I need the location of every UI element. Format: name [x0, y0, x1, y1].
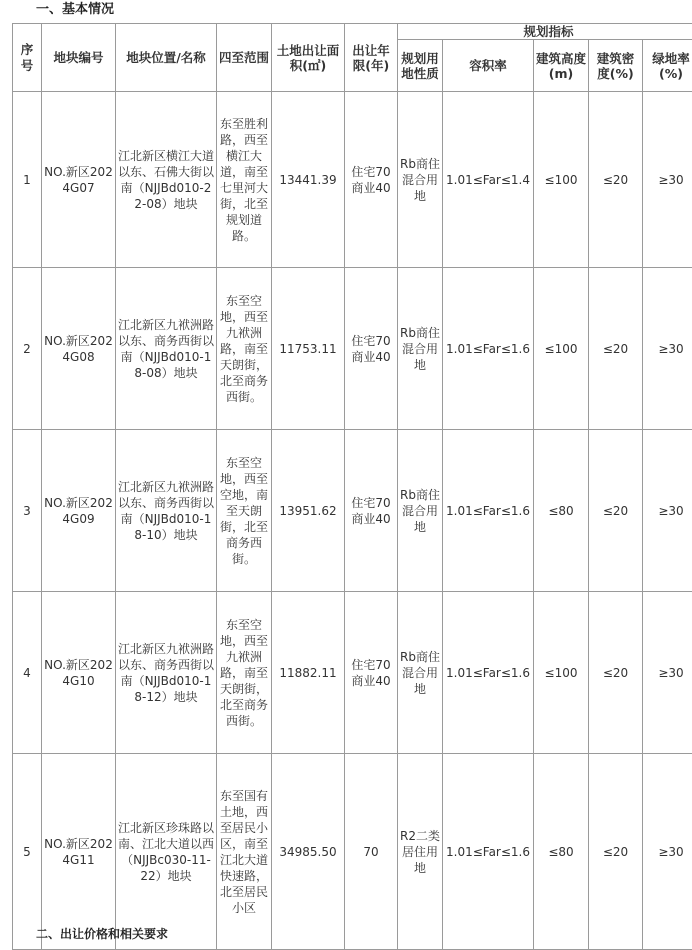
header-code: 地块编号: [42, 24, 116, 92]
header-height: 建筑高度(m): [534, 40, 589, 92]
cell-far: 1.01≤Far≤1.4: [443, 92, 534, 268]
cell-term: [345, 592, 398, 754]
header-use: 规划用地性质: [398, 40, 443, 92]
header-bounds: 四至范围: [217, 24, 272, 92]
cell-far: 1.01≤Far≤1.6: [443, 430, 534, 592]
cell-code: NO.新区2024G11: [42, 754, 116, 950]
cell-code: NO.新区2024G10: [42, 592, 116, 754]
cell-density: ≤20: [589, 430, 643, 592]
cell-term: [345, 430, 398, 592]
cell-location: 江北新区横江大道以东、石佛大街以南（NJJBd010-22-08）地块: [116, 92, 217, 268]
header-far: 容积率: [443, 40, 534, 92]
cell-use: R2二类居住用地: [398, 754, 443, 950]
cell-term-text: 住宅70 商业40: [347, 657, 395, 689]
cell-height: ≤100: [534, 592, 589, 754]
cell-bounds: 东至空地，西至九袱洲路，南至天朗街，北至商务西街。: [217, 268, 272, 430]
cell-bounds: 东至国有土地，西至居民小区，南至江北大道快速路，北至居民小区: [217, 754, 272, 950]
cell-index: 1: [13, 92, 42, 268]
cell-code: NO.新区2024G09: [42, 430, 116, 592]
table-header-row: [13, 24, 692, 40]
cell-far: 1.01≤Far≤1.6: [443, 754, 534, 950]
header-planning-group: 规划指标: [398, 24, 692, 40]
header-density: 建筑密度(%): [589, 40, 643, 92]
table-row: [13, 92, 692, 268]
cell-index: 5: [13, 754, 42, 950]
header-term: 出让年限(年): [345, 24, 398, 92]
cell-green: ≥30: [643, 754, 692, 950]
cell-green: ≥30: [643, 430, 692, 592]
cell-area: 11882.11: [272, 592, 345, 754]
cell-green: ≥30: [643, 92, 692, 268]
cell-density: ≤20: [589, 592, 643, 754]
cell-far: 1.01≤Far≤1.6: [443, 592, 534, 754]
cell-green: ≥30: [643, 592, 692, 754]
cell-term-text: 住宅70 商业40: [347, 164, 395, 196]
header-green: 绿地率(%): [643, 40, 692, 92]
header-index: 序号: [13, 24, 42, 92]
next-section-title: 二、出让价格和相关要求: [36, 927, 168, 941]
table-row: [13, 430, 692, 592]
cell-height: ≤100: [534, 268, 589, 430]
cell-area: 13441.39: [272, 92, 345, 268]
header-area: 土地出让面积(㎡): [272, 24, 345, 92]
cell-density: ≤20: [589, 754, 643, 950]
table-row: [13, 268, 692, 430]
cell-density: ≤20: [589, 268, 643, 430]
cell-height: ≤100: [534, 92, 589, 268]
cell-index: 4: [13, 592, 42, 754]
table-row: [13, 754, 692, 950]
cell-term: [345, 268, 398, 430]
cell-area: 13951.62: [272, 430, 345, 592]
cell-use: Rb商住混合用地: [398, 592, 443, 754]
cell-use: Rb商住混合用地: [398, 268, 443, 430]
cell-green: ≥30: [643, 268, 692, 430]
cell-use: Rb商住混合用地: [398, 430, 443, 592]
cell-location: 江北新区九袱洲路以东、商务西街以南（NJJBd010-18-10）地块: [116, 430, 217, 592]
cell-bounds: 东至空地，西至九袱洲路，南至天朗街，北至商务西街。: [217, 592, 272, 754]
cell-area: 11753.11: [272, 268, 345, 430]
cell-height: ≤80: [534, 430, 589, 592]
cell-code: NO.新区2024G07: [42, 92, 116, 268]
cell-index: 2: [13, 268, 42, 430]
section-title: 一、基本情况: [36, 1, 114, 19]
cell-location: 江北新区九袱洲路以东、商务西街以南（NJJBd010-18-08）地块: [116, 268, 217, 430]
cell-term-text: 住宅70 商业40: [347, 495, 395, 527]
cell-area: 34985.50: [272, 754, 345, 950]
table-row: [13, 592, 692, 754]
cell-use: Rb商住混合用地: [398, 92, 443, 268]
cell-term-text: 住宅70 商业40: [347, 333, 395, 365]
header-location: 地块位置/名称: [116, 24, 217, 92]
cell-code: NO.新区2024G08: [42, 268, 116, 430]
cell-term-text: 70: [347, 844, 395, 860]
cell-term: [345, 92, 398, 268]
cell-term: [345, 754, 398, 950]
cell-bounds: 东至胜利路，西至横江大道，南至七里河大街，北至规划道路。: [217, 92, 272, 268]
cell-index: 3: [13, 430, 42, 592]
cell-far: 1.01≤Far≤1.6: [443, 268, 534, 430]
cell-bounds: 东至空地，西至空地，南至天朗街，北至商务西街。: [217, 430, 272, 592]
land-parcel-table: [12, 23, 692, 950]
cell-location: 江北新区九袱洲路以东、商务西街以南（NJJBd010-18-12）地块: [116, 592, 217, 754]
cell-density: ≤20: [589, 92, 643, 268]
cell-height: ≤80: [534, 754, 589, 950]
cell-location: 江北新区珍珠路以南、江北大道以西（NJJBc030-11-22）地块: [116, 754, 217, 950]
